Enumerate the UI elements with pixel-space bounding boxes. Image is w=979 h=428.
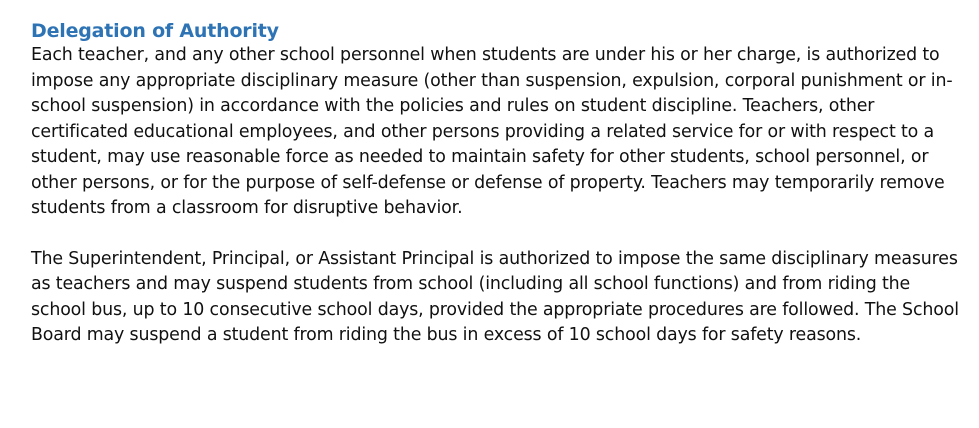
section-heading: Delegation of Authority (31, 20, 279, 42)
document-page (31, 19, 966, 349)
paragraph-administrators: The Superintendent, Principal, or Assistant Principal is authorized to impose the same disciplinary measures as teachers and may suspend students from school (including all school functions) and from riding the school bus, up to 10 consecutive school days, provided the appropriate procedures are followed. The School Board may suspend a student from riding the bus in excess of 10 school days for safety reasons. (31, 248, 959, 345)
paragraph-delegation-teachers: Each teacher, and any other school personnel when students are under his or her charge, is authorized to impose any appropriate disciplinary measure (other than suspension, expulsion, corporal punishment or in-school suspension) in accordance with the policies and rules on student discipline. Teachers, other certificated educational employees, and other persons providing a related service for or with respect to a student, may use reasonable force as needed to maintain safety for other students, school personnel, or other persons, or for the purpose of self-defense or defense of property. Teachers may temporarily remove students from a classroom for disruptive behavior. (31, 45, 953, 218)
